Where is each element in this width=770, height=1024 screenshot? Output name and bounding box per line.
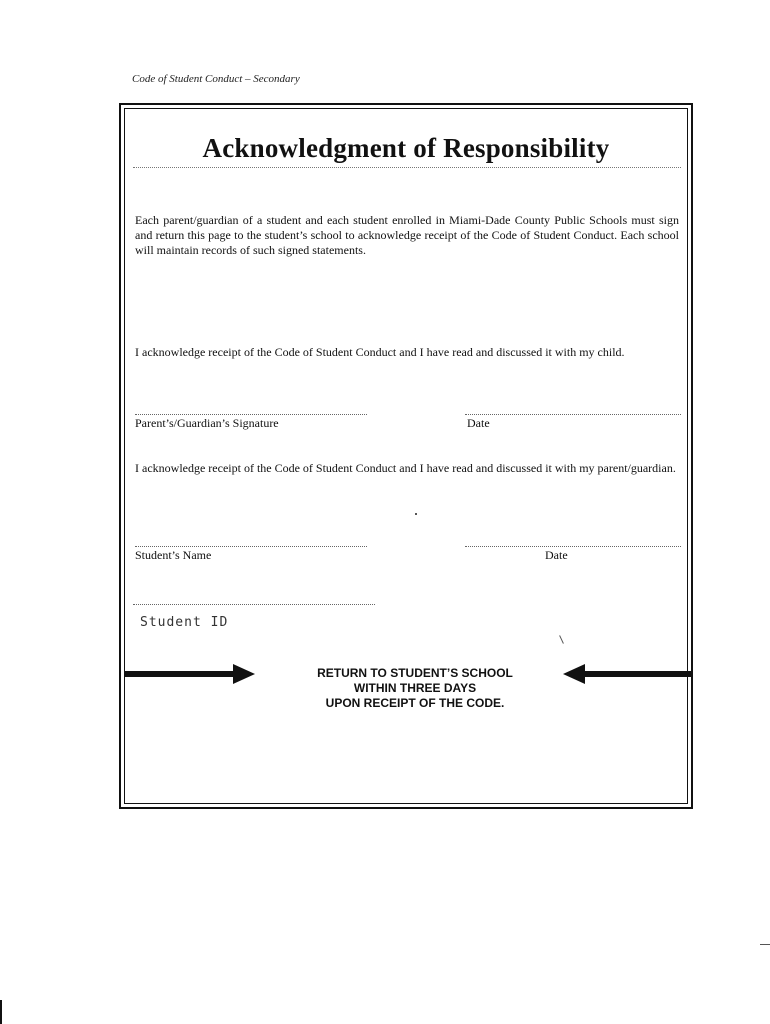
parent-date-line[interactable]: [465, 414, 681, 415]
scan-speck: [415, 513, 417, 515]
scan-speck: [760, 944, 770, 945]
arrow-left-icon: [563, 664, 693, 684]
student-date-label: Date: [545, 548, 568, 562]
student-id-label: Student ID: [140, 615, 229, 630]
student-name-label: Student’s Name: [135, 548, 212, 562]
student-name-line[interactable]: [135, 546, 367, 547]
intro-paragraph: Each parent/guardian of a student and each student enrolled in Miami-Dade County Public Schools must sign and return this page to the student’s school to acknowledge receipt of the Code of Student Conduct. Each school will maintain records of such signed statements.: [135, 213, 679, 257]
title-divider: [133, 167, 681, 168]
arrow-right-icon: [125, 664, 255, 684]
scan-mark: [559, 635, 564, 644]
parent-date-label: Date: [467, 416, 490, 430]
return-instruction-line-1: RETURN TO STUDENT’S SCHOOL: [317, 666, 513, 680]
running-header: Code of Student Conduct – Secondary: [132, 73, 300, 85]
return-instruction-line-3: UPON RECEIPT OF THE CODE.: [325, 696, 505, 710]
parent-signature-label: Parent’s/Guardian’s Signature: [135, 416, 279, 430]
student-date-line[interactable]: [465, 546, 681, 547]
parent-signature-line[interactable]: [135, 414, 367, 415]
form-title: Acknowledgment of Responsibility: [202, 133, 610, 163]
acknowledgment-form: [119, 103, 693, 809]
return-instruction-line-2: WITHIN THREE DAYS: [353, 681, 477, 695]
return-instruction: [285, 666, 545, 711]
form-inner-border: [124, 108, 688, 804]
page-edge-mark: [0, 1000, 2, 1024]
student-id-line[interactable]: [133, 604, 375, 605]
student-acknowledgment-statement: I acknowledge receipt of the Code of Student Conduct and I have read and discussed it with my parent/guardian.: [135, 461, 676, 475]
parent-acknowledgment-statement: I acknowledge receipt of the Code of Student Conduct and I have read and discussed it with my child.: [135, 345, 625, 359]
